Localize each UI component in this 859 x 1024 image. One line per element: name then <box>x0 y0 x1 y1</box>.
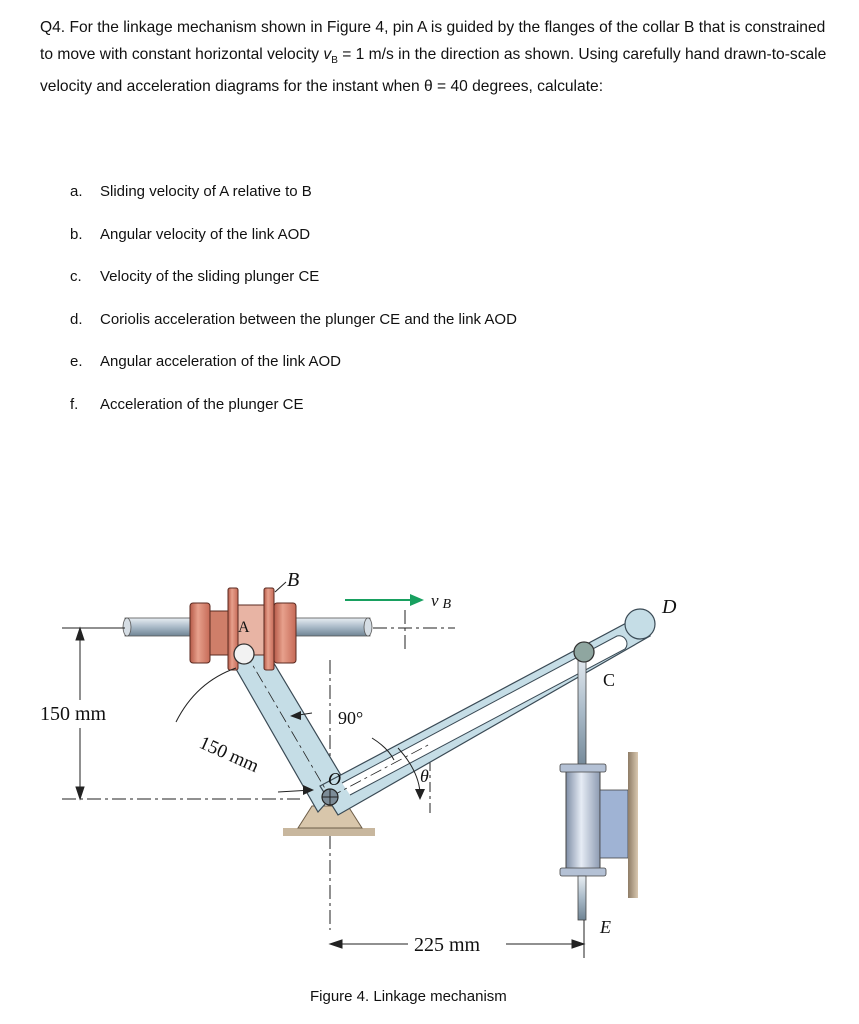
list-text: Velocity of the sliding plunger CE <box>100 268 320 286</box>
list-text: Sliding velocity of A relative to B <box>100 183 312 200</box>
label-angle: 90° <box>338 708 364 728</box>
label-vb-symbol: v <box>431 591 439 610</box>
label-theta: θ <box>420 766 429 786</box>
velocity-arrow <box>345 594 424 606</box>
velocity-symbol: v <box>323 45 332 63</box>
label-b: B <box>287 569 300 591</box>
label-c: C <box>603 670 616 690</box>
label-height: 150 mm <box>40 703 107 725</box>
theta-symbol: θ <box>424 78 433 96</box>
label-e: E <box>600 917 611 937</box>
question-suffix: = 40 degrees, calculate: <box>432 78 604 96</box>
list-item <box>70 311 770 354</box>
label-vb-subscript: B <box>442 597 452 612</box>
label-width: 225 mm <box>414 934 481 956</box>
list-marker: b. <box>70 225 83 243</box>
list-text: Angular velocity of the link AOD <box>100 225 311 243</box>
list-marker: c. <box>70 268 82 286</box>
list-item <box>70 226 770 269</box>
list-text: Acceleration of the plunger CE <box>100 395 304 413</box>
list-item <box>70 396 770 439</box>
list-item <box>70 353 770 396</box>
list-item <box>70 268 770 311</box>
label-d: D <box>662 596 677 618</box>
ground-support <box>283 806 375 836</box>
linkage-figure <box>0 540 859 1024</box>
plunger-ce <box>560 652 638 920</box>
parts-list <box>70 183 770 439</box>
list-text: Coriolis acceleration between the plunger CE and the link AOD <box>100 310 517 328</box>
label-a: A <box>238 619 250 636</box>
list-text: Angular acceleration of the link AOD <box>100 353 341 371</box>
list-item <box>70 183 770 226</box>
pin-c <box>574 642 594 662</box>
label-vb <box>431 591 452 612</box>
list-marker: a. <box>70 183 83 200</box>
label-link: 150 mm <box>195 732 262 778</box>
pin-o <box>322 789 338 805</box>
velocity-subscript: B <box>331 54 338 66</box>
question-prefix: Q4. For the linkage mechanism shown in Figure 4, pin A is guided by the flanges of the collar B that is constrained to move with constant horizontal velocity <box>40 19 826 63</box>
question-middle: = 1 m/s in the direction as shown. Using carefully hand drawn-to-scale velocity and acceleration diagrams for the instant when <box>40 45 827 96</box>
figure-caption: Figure 4. Linkage mechanism <box>310 988 507 1005</box>
question-text <box>40 15 830 101</box>
label-o: O <box>328 769 341 789</box>
list-marker: e. <box>70 353 83 371</box>
pin-a <box>234 644 254 664</box>
list-marker: d. <box>70 310 83 328</box>
list-marker: f. <box>70 395 79 413</box>
